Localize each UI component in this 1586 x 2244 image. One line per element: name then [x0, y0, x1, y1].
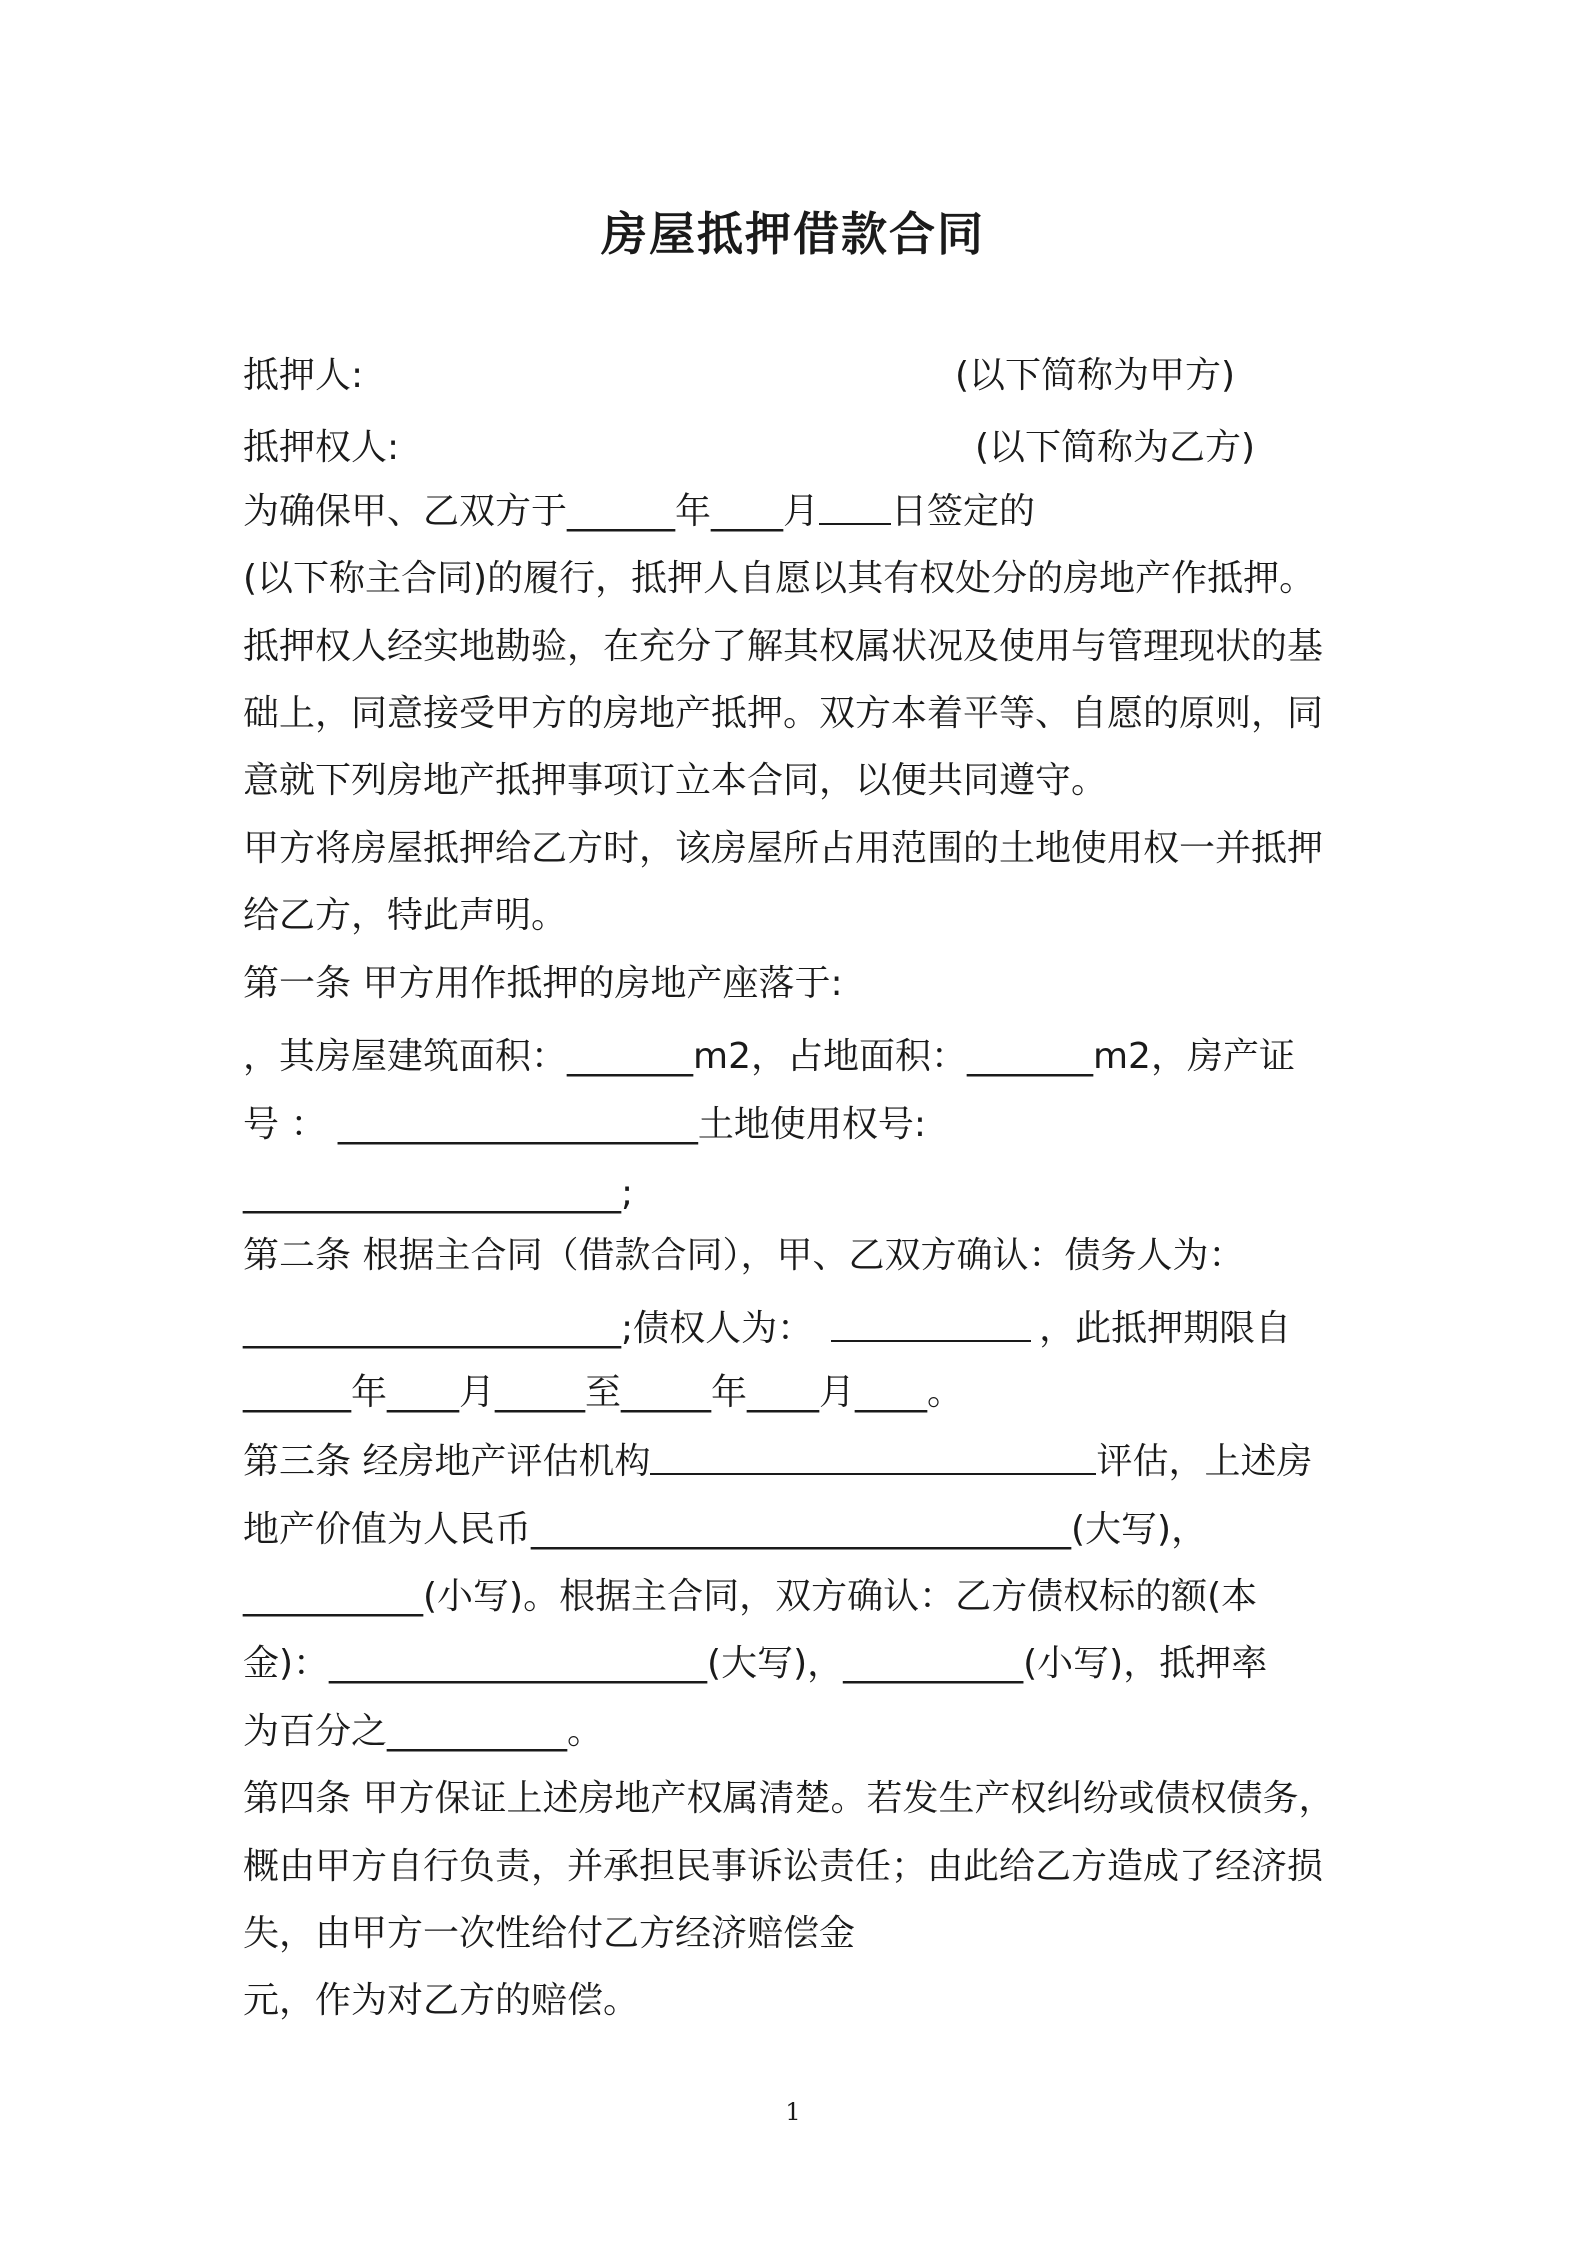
text-line-3b: 日签定的 — [891, 491, 1036, 532]
text-line-8: 甲方将房屋抵押给乙方时，该房屋所占用范围的土地使用权一并抵押 — [243, 828, 1324, 869]
text-line-13: _____________________; — [243, 1173, 634, 1214]
text-line-24: 失，由甲方一次性给付乙方经济赔偿金 — [243, 1913, 856, 1954]
text-line-5: 抵押权人经实地勘验，在充分了解其权属状况及使用与管理现状的基 — [243, 626, 1324, 667]
text-line-15a: _____________________;债权人为： — [243, 1308, 814, 1349]
text-line-20: 金)：_____________________(大写)，__________(小写)，抵押率 — [243, 1643, 1268, 1684]
blank-line — [650, 1439, 1096, 1475]
article-3-heading: 第三条 经房地产评估机构 — [243, 1441, 651, 1482]
article-2-heading: 第二条 根据主合同（借款合同），甲、乙双方确认：债务人为： — [243, 1235, 1245, 1276]
text-line-19: __________(小写)。根据主合同，双方确认：乙方债权标的额(本 — [243, 1576, 1258, 1617]
text-line-17b: 评估，上述房 — [1096, 1441, 1313, 1482]
text-line-9: 给乙方，特此声明。 — [243, 895, 568, 936]
text-line-15 — [243, 1305, 1291, 1353]
text-line-3 — [243, 488, 1035, 536]
article-3-line — [243, 1438, 1312, 1486]
text-line-15b: ，此抵押期限自 — [1039, 1308, 1292, 1349]
article-4-heading: 第四条 甲方保证上述房地产权属清楚。若发生产权纠纷或债权债务， — [243, 1778, 1335, 1819]
mortgagor-note: (以下简称为甲方) — [955, 355, 1236, 396]
text-line-21: 为百分之__________。 — [243, 1711, 604, 1752]
document-title: 房屋抵押借款合同 — [601, 207, 985, 261]
text-line-12: 号 ： ____________________土地使用权号: — [243, 1104, 927, 1145]
text-line-7: 意就下列房地产抵押事项订立本合同，以便共同遵守。 — [243, 760, 1108, 801]
mortgagee-label: 抵押权人: — [243, 427, 400, 468]
text-line-23: 概由甲方自行负责，并承担民事诉讼责任；由此给乙方造成了经济损 — [243, 1846, 1324, 1887]
text-line-18: 地产价值为人民币______________________________(大写)， — [243, 1509, 1208, 1550]
text-line-4: (以下称主合同)的履行，抵押人自愿以其有权处分的房地产作抵押。 — [243, 558, 1316, 599]
page-number: 1 — [785, 2098, 801, 2126]
text-line-16: ______年____月_____至_____年____月____。 — [243, 1372, 963, 1413]
text-line-25: 元，作为对乙方的赔偿。 — [243, 1980, 640, 2021]
blank-line — [831, 1306, 1031, 1342]
blank-line — [819, 489, 891, 525]
text-line-3a: 为确保甲、乙双方于______年____月 — [243, 491, 820, 532]
article-1-heading: 第一条 甲方用作抵押的房地产座落于: — [243, 963, 843, 1004]
text-line-11: ，其房屋建筑面积：_______m2，占地面积：_______m2，房产证 — [243, 1036, 1295, 1077]
mortgagee-note: (以下简称为乙方) — [975, 427, 1256, 468]
text-line-6: 础上，同意接受甲方的房地产抵押。双方本着平等、自愿的原则，同 — [243, 693, 1324, 734]
mortgagor-label: 抵押人: — [243, 355, 364, 396]
